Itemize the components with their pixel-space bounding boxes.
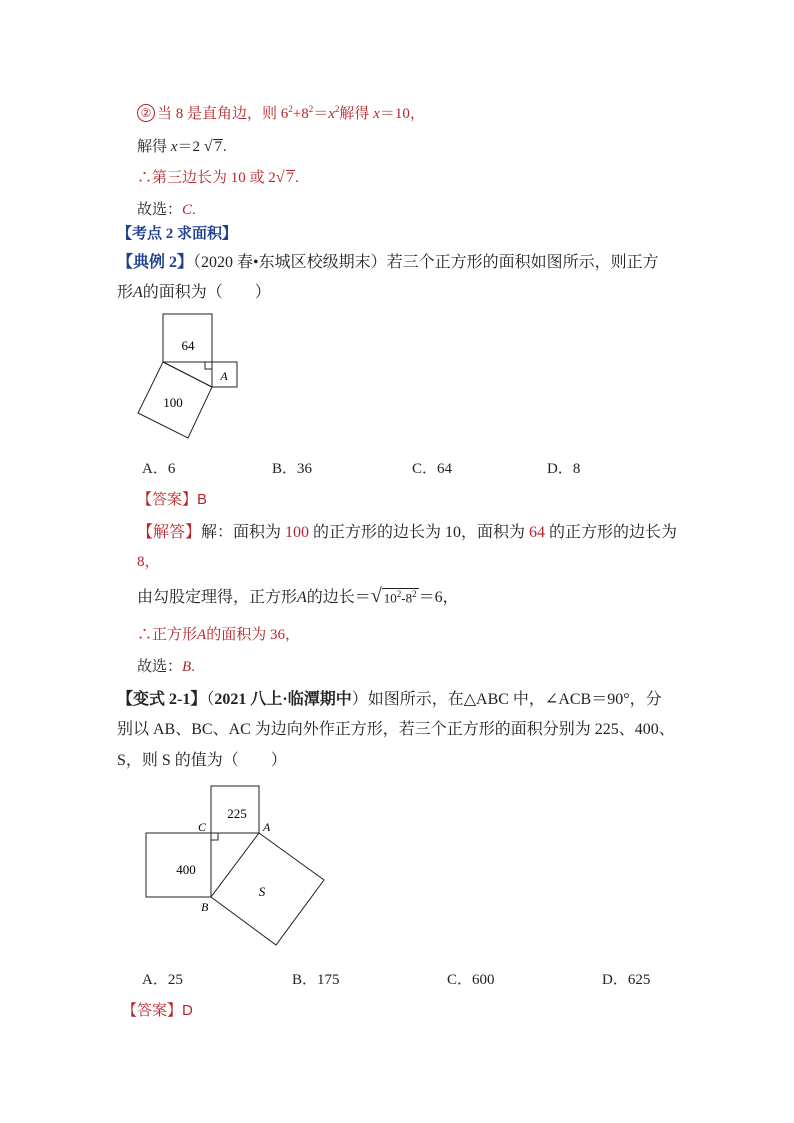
example2-pythag-line: 由勾股定理得，正方形A的边长＝√ $10^2-8^2 =6$， (137, 585, 459, 607)
variant-option-c[interactable]: C．600 (447, 972, 495, 988)
variant-figure (130, 780, 340, 955)
label-64: 64 (181, 338, 195, 353)
circled-number-2: ② (137, 104, 155, 122)
example2-therefore: ∴正方形A的面积为 36， (137, 627, 300, 643)
variant-question-line3: S，则 S 的值为（ ） (117, 752, 287, 769)
therefore-line: ∴第三边长为 10 或 2√ 7. (137, 169, 299, 186)
example2-option-c[interactable]: C．64 (412, 461, 453, 477)
label-400: 400 (176, 862, 196, 877)
example2-option-d[interactable]: D．8 (547, 461, 581, 477)
label-a: A (220, 369, 228, 383)
sqrt-7: 7 (214, 139, 222, 155)
choice-line-1: 故选：C. (137, 202, 196, 218)
example2-option-b[interactable]: B．36 (272, 461, 313, 477)
example2-solution-line1: 【解答】解：面积为 100 的正方形的边长为 10，面积为 64 的正方形的边长为 (137, 524, 678, 541)
label-225: 225 (227, 806, 247, 821)
example2-question-line1: 【典例 2】（2020 春•东城区校级期末）若三个正方形的面积如图所示，则正方 (117, 254, 659, 271)
variant-question-line2: 别以 AB、BC、AC 为边向外作正方形，若三个正方形的面积分别为 225、400、 (117, 721, 675, 738)
section-title: 【考点 2 求面积】 (117, 226, 238, 242)
label-s: S (258, 884, 266, 899)
vertex-c: C (198, 820, 207, 834)
case2-line: ② 当 8 是直角边，则 $6^2+8^2=x^2$解得 x＝10， (137, 102, 425, 123)
example2-question-line2: 形A的面积为（ ） (117, 284, 271, 301)
variant-answer: 【答案】D (122, 1002, 193, 1019)
example2-option-a[interactable]: A．6 (142, 461, 176, 477)
right-angle-mark (205, 362, 212, 369)
example2-choice: 故选：B. (137, 659, 195, 675)
solve-line: 解得 x＝2 √ 7. (137, 138, 227, 155)
variant-option-d[interactable]: D．625 (602, 972, 651, 988)
sqrt-expression: $10^2-8^2$ (383, 588, 417, 605)
right-angle-mark (211, 833, 218, 840)
vertex-a: A (263, 820, 271, 834)
variant-option-b[interactable]: B．175 (292, 972, 340, 988)
square-s (211, 833, 324, 945)
vertex-b: B (201, 900, 209, 914)
variant-question-line1: 【变式 2-1】（2021 八上·临潭期中）如图所示，在△ABC 中，∠ACB＝90°，分 (117, 691, 662, 708)
example2-figure (130, 308, 250, 448)
variant-option-a[interactable]: A．25 (142, 972, 183, 988)
example2-answer: 【答案】B (137, 491, 208, 508)
example2-solution-line2: 8， (137, 554, 160, 570)
label-100: 100 (163, 395, 183, 410)
